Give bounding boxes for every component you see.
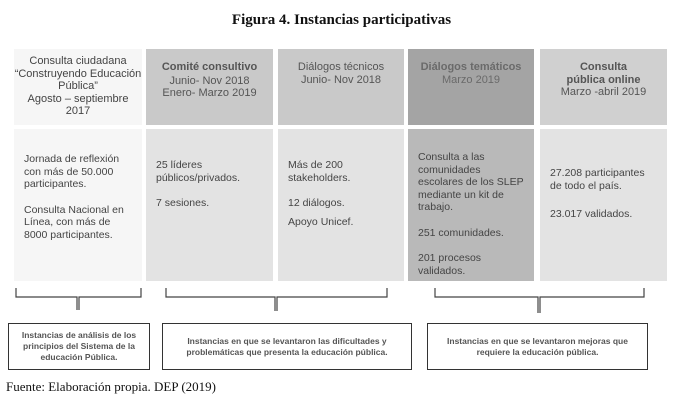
column-body bbox=[408, 129, 534, 281]
column-dates: Marzo -abril 2019 bbox=[560, 86, 647, 98]
note-text: Instancias de análisis de los principios del Sistema de la educación Pública. bbox=[21, 330, 137, 362]
column-header bbox=[278, 49, 404, 125]
note-text: Instancias en que se levantaron mejoras que requiere la educación pública. bbox=[447, 335, 628, 357]
body-paragraph: Jornada de reflexión con más de 50.000 participantes. bbox=[24, 153, 120, 190]
column-header bbox=[146, 49, 273, 125]
brace-left bbox=[14, 286, 144, 320]
body-paragraph: 7 sesiones. bbox=[156, 197, 210, 209]
column-heading: Diálogos técnicos bbox=[297, 61, 385, 73]
brace-middle bbox=[164, 286, 390, 320]
column-dates: Junio- Nov 2018 bbox=[300, 73, 382, 86]
note-box bbox=[427, 323, 648, 370]
note-text: Instancias en que se levantaron las dificultades y problemáticas que presenta la educación pública. bbox=[186, 335, 388, 357]
column-header bbox=[14, 49, 142, 125]
column-heading: Comité consultivo bbox=[161, 61, 258, 73]
body-paragraph: 25 líderes públicos/privados. bbox=[156, 159, 241, 184]
body-paragraph: Más de 200 stakeholders. bbox=[288, 159, 351, 184]
column-dates: Marzo 2019 bbox=[441, 73, 501, 86]
body-paragraph: 23.017 validados. bbox=[550, 208, 633, 220]
column-body bbox=[540, 129, 667, 281]
column-heading: Consulta pública online bbox=[566, 61, 641, 86]
body-paragraph: 201 procesos validados. bbox=[418, 252, 482, 277]
column-dates: Agosto – septiembre 2017 bbox=[27, 92, 129, 117]
body-paragraph: 12 diálogos. bbox=[288, 197, 345, 209]
body-paragraph: 251 comunidades. bbox=[418, 226, 504, 239]
brace-right bbox=[433, 286, 647, 320]
body-paragraph: Apoyo Unicef. bbox=[288, 215, 354, 228]
column-heading: Consulta ciudadana “Construyendo Educación Pública” bbox=[14, 55, 142, 92]
column-dates: Junio- Nov 2018 Enero- Marzo 2019 bbox=[162, 74, 257, 99]
figure-title: Figura 4. Instancias participativas bbox=[231, 12, 452, 28]
column-body bbox=[278, 129, 404, 281]
column-body bbox=[146, 129, 273, 281]
column-header bbox=[408, 49, 534, 125]
column-header bbox=[540, 49, 667, 125]
column-body bbox=[14, 129, 142, 281]
body-paragraph: Consulta a las comunidades escolares de los SLEP mediante un kit de trabajo. bbox=[418, 151, 524, 213]
column-heading: Diálogos temáticos bbox=[420, 61, 522, 73]
note-box bbox=[8, 323, 150, 370]
figure-source: Fuente: Elaboración propia. DEP (2019) bbox=[6, 379, 216, 394]
body-paragraph: 27.208 participantes de todo el país. bbox=[550, 167, 645, 192]
body-paragraph: Consulta Nacional en Línea, con más de 8000 participantes. bbox=[24, 203, 124, 241]
note-box bbox=[162, 323, 412, 370]
